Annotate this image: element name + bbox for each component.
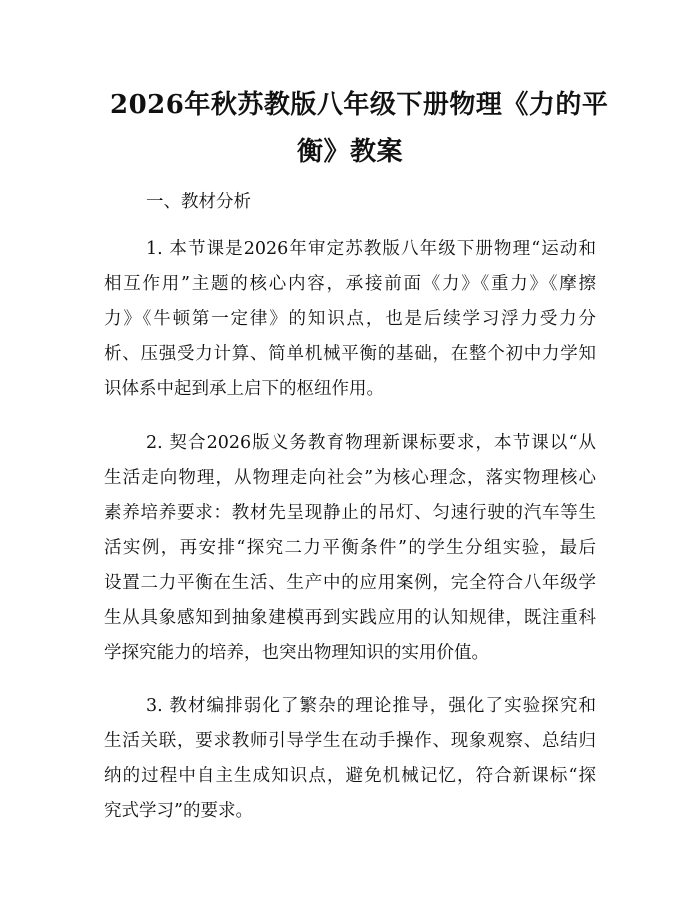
- paragraph-3-line-2: 生活关联，要求教师引导学生在动手操作、现象观察、总结归: [104, 731, 596, 751]
- paragraph-3-line-4: 究式学习”的要求。: [104, 801, 253, 821]
- paragraph-2-line-1: 2. 契合2026版义务教育物理新课标要求，本节课以“从: [146, 433, 596, 453]
- paragraph-1-line-4: 析、压强受力计算、简单机械平衡的基础，在整个初中力学知: [104, 344, 596, 364]
- paragraph-3-line-1: 3. 教材编排弱化了繁杂的理论推导，强化了实验探究和: [146, 696, 596, 716]
- paragraph-3-line-3: 纳的过程中自主生成知识点，避免机械记忆，符合新课标“探: [104, 766, 596, 786]
- paragraph-2-line-2: 生活走向物理，从物理走向社会”为核心理念，落实物理核心: [104, 468, 596, 488]
- document-title-line-2: 衡》教案: [296, 137, 403, 167]
- document-title-line-1: 2026年秋苏教版八年级下册物理《力的平: [110, 90, 609, 120]
- section-heading: 一、教材分析: [146, 192, 251, 212]
- paragraph-2-line-4: 活实例，再安排“探究二力平衡条件”的学生分组实验，最后: [104, 538, 596, 558]
- paragraph-2-line-6: 生从具象感知到抽象建模再到实践应用的认知规律，既注重科: [104, 608, 596, 628]
- paragraph-1-line-3: 力》《牛顿第一定律》的知识点，也是后续学习浮力受力分: [104, 309, 596, 329]
- paragraph-2-line-3: 素养培养要求：教材先呈现静止的吊灯、匀速行驶的汽车等生: [104, 503, 596, 523]
- paragraph-2-line-7: 学探究能力的培养，也突出物理知识的实用价值。: [104, 643, 489, 663]
- paragraph-1-line-5: 识体系中起到承上启下的枢纽作用。: [104, 379, 384, 399]
- paragraph-2-line-5: 设置二力平衡在生活、生产中的应用案例，完全符合八年级学: [104, 573, 596, 593]
- paragraph-1-line-1: 1. 本节课是2026年审定苏教版八年级下册物理“运动和: [146, 239, 596, 259]
- paragraph-1-line-2: 相互作用”主题的核心内容，承接前面《力》《重力》《摩擦: [104, 274, 596, 294]
